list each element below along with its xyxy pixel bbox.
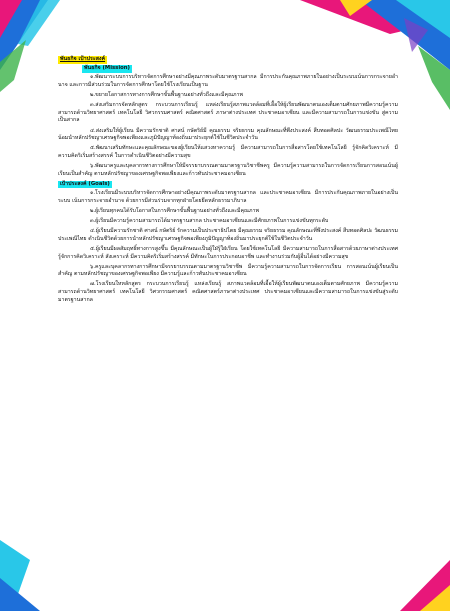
goal-item-5: ๕.ผู้เรียนมีผลสัมฤทธิ์ทางการสูงขึ้น มีคุณลักษณะเป็นผู้ใฝ่รู้ใฝ่เรียน โดยใช้เทคโนโลยี มีความสามารถในการสื่อสารด้วยภาษาต่างประเทศ รู้จักการคิดวิเคราะห์ สังเคราะห์ มีความคิดริเริ่มสร้างสรรค์ มีทักษะในการประกอบอาชีพ และทำงานร่วมกับผู้อื่นได้อย่างมีความสุข	[58, 245, 398, 260]
mission-item-3: ๓.ส่งเสริมการจัดหลักสูตร กระบวนการเรียนรู้ แหล่งเรียนรู้สภาพแวดล้อมที่เอื้อให้ผู้เรียนพัฒนาตนเองเต็มตามศักยภาพมีความรู้ความสามารถด้านวิทยาศาสตร์ เทคโนโลยี วิศวกรรมศาสตร์ คณิตศาสตร์ ภาษาต่างประเทศ ประชาคมอาเซียน และมีความสามารถในการแข่งขัน สู่ความเป็นสากล	[58, 102, 398, 124]
goals-heading: เป้าประสงค์ (Goals)	[60, 180, 110, 187]
goal-item-7: ๗.โรงเรียนใหหลักสูตร กระบวนการเรียนรู้ แหล่งเรียนรู้ สภาพแวดล้อมที่เอื้อให้ผู้เรียนพัฒนาตนเองเต็มตามศักยภาพ มีความรู้ความสามารถด้านวิทยาศาสตร์ เทคโนโลยี วิศวกรรมศาสตร์ คณิตศาสตร์ภาษาต่างประเทศ ประชาคมอาเซียนและมีความสามารถในการแข่งขันสู่ระดับมาตรฐานสากล	[58, 281, 398, 303]
mission-item-5: ๕.พัฒนาเสริมทักษะและคุณลักษณะของผู้เรียนให้แสวงหาความรู้ มีความสามารถในการสื่อสารโดยใช้เทคโนโลยี รู้จักคิดวิเคราะห์ มีความคิดริเริ่มสร้างสรรค์ ในการดำเนินชีวิตอย่างมีความสุข	[58, 145, 398, 159]
document-body	[58, 56, 398, 307]
mission-heading: พันธกิจ (Mission)	[84, 65, 130, 72]
mission-item-2: ๒.ขยายโอกาสการทางการศึกษาขั้นพื้นฐานอย่างทั่วถึงและมีคุณภาพ	[90, 91, 243, 98]
main-heading: พันธกิจ เป้าประสงค์	[60, 56, 106, 62]
goal-item-4: ๔.ผู้เรียนมีความรักชาติ ศาสน์ กษัตริย์ รักความเป็นประชาธิปไตย มีคุณธรรม จริยธรรม คุณลักษณะที่พึงประสงค์ สืบทอดศิลปะ วัฒนธรรมประเพณีไทย ดำเนินชีวิตด้วยการนำหลักปรัชญาเศรษฐกิจพอเพียงภูมิปัญญาท้องถิ่นมาประยุกต์ใช้ในชีวิตประจำวัน	[58, 228, 399, 242]
goal-item-1: ๑.โรงเรียนมีระบบบริหารจัดการศึกษาอย่างมีคุณภาพระดับมาตรฐานสากล และประชาคมอาเซียน มีการประกันคุณภาพภายในอย่างเป็นระบบ เน้นการกระจายอำนาจ ด้วยการมีส่วนร่วมจากทุกฝ่ายโดยยึดหลักธรรมาภิบาล	[58, 189, 398, 204]
mission-item-6: ๖.พัฒนาครูและบุคลากรทางการศึกษาให้มีจรรยาบรรณตามมาตรฐานวิชาชีพครู มีความรู้ความสามารถในการจัดการเรียนการสอนเน้นผู้เรียนเป็นสำคัญ ตามหลักปรัชญาของเศรษฐกิจพอเพียงและก้าวทันประชาคมอาเซียน	[58, 163, 398, 177]
goal-item-6: ๖.ครูและบุคลากรทางการศึกษามีจรรยาบรรณตามมาตรฐานวิชาชีพ มีความรู้ความสามารถในการจัดการเรียน การสอนเน้นผู้เรียนเป็นสำคัญ ตามหลักปรัชญาของเศรษฐกิจพอเพียง มีความรู้และก้าวทันประชาคมอาเซียน	[58, 263, 398, 278]
goal-item-2: ๒.ผู้เรียนทุกคนได้รับโอกาสในการศึกษาขั้นพื้นฐานอย่างทั่วถึงและมีคุณภาพ	[90, 207, 259, 214]
goal-item-3: ๓.ผู้เรียนมีความรู้ความสามารถได้มาตรฐานสากล ประชาคมอาเซียนและมีศักยภาพในการแข่งขันทุกระดับ	[90, 217, 329, 224]
mission-item-4: ๔.ส่งเสริมให้ผู้เรียน มีความรักชาติ ศาสน์ กษัตริย์มี คุณธรรม จริยธรรม คุณลักษณะที่พึงประสงค์ สืบทอดศิลปะ วัฒนธรรมประเพณีไทย น้อมนำหลักปรัชญาเศรษฐกิจพอเพียงและภูมิปัญญาท้องถิ่นมาประยุกต์ใช้ในชีวิตประจำวัน	[58, 127, 398, 142]
mission-item-1: ๑.พัฒนาระบบการบริหารจัดการศึกษาอย่างมีคุณภาพระดับมาตรฐานสากล มีการประกันคุณภาพภายในอย่างเป็นระบบเน้นการกระจายอำนาจ และการมีส่วนร่วมในการจัดการศึกษาโดยใช้โรงเรียนเป็นฐาน	[58, 74, 398, 88]
